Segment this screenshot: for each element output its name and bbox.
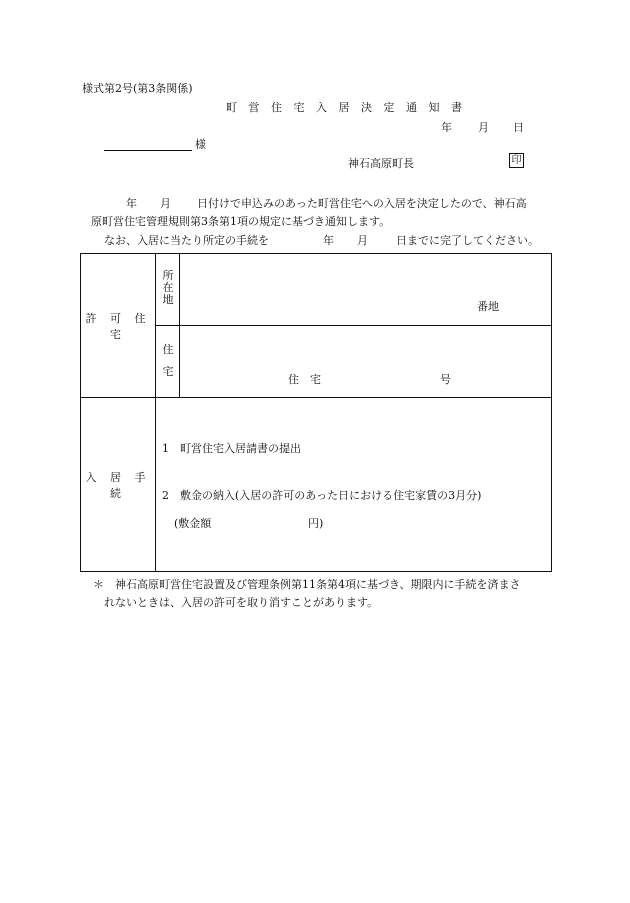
procedure-header: 入 居 手 続 — [81, 398, 156, 572]
body-year: 年 — [126, 197, 137, 210]
housing-number-suffix: 号 — [440, 373, 451, 386]
date-day: 日 — [513, 121, 524, 134]
form-number: 様式第2号(第3条関係) — [82, 82, 193, 95]
location-label-1: 所 — [162, 269, 174, 282]
notice-table — [80, 253, 552, 572]
body-line2: 原町営住宅管理規則第3条第1項の規定に基づき通知します。 — [91, 215, 391, 228]
body-line3-year: 年 — [323, 234, 334, 247]
permit-housing-header: 許 可 住 宅 — [81, 254, 156, 398]
body-line1: 日付けで申込みのあった町営住宅への入居を決定したので、神石高 — [197, 197, 527, 210]
location-label-cell — [156, 254, 180, 326]
deposit-unit: 円) — [308, 517, 324, 530]
document-title: 町 営 住 宅 入 居 決 定 通 知 書 — [226, 101, 466, 114]
housing-label-2: 宅 — [162, 365, 174, 378]
housing-label-1: 住 — [162, 343, 174, 356]
procedure-cell — [156, 398, 552, 572]
addressee-suffix: 様 — [195, 138, 206, 151]
location-label-3: 地 — [162, 293, 174, 306]
body-line3-tail: 日までに完了してください。 — [396, 234, 539, 247]
date-year: 年 — [441, 121, 452, 134]
issuer-name: 神石高原町長 — [348, 157, 414, 170]
body-line3-month: 月 — [357, 234, 368, 247]
footnote-line1: ＊ 神石高原町営住宅設置及び管理条例第11条第4項に基づき、期限内に手続を済まさ — [93, 578, 521, 591]
housing-label-cell — [156, 326, 180, 398]
housing-value-cell — [180, 326, 552, 398]
body-line3-head: なお、入居に当たり所定の手続を — [104, 234, 269, 247]
housing-word: 住 宅 — [288, 373, 321, 386]
location-suffix: 番地 — [477, 300, 499, 313]
deposit-label: (敷金額 — [174, 517, 212, 530]
footnote-line2: れないときは、入居の許可を取り消すことがあります。 — [104, 596, 379, 609]
procedure-item-2: 2 敷金の納入(入居の許可のあった日における住宅家賃の3月分) — [162, 489, 482, 502]
body-month: 月 — [160, 197, 171, 210]
addressee-line — [104, 150, 192, 151]
procedure-item-1: 1 町営住宅入居請書の提出 — [162, 442, 301, 455]
location-value-cell — [180, 254, 552, 326]
location-label-2: 在 — [162, 281, 174, 294]
seal-mark: 印 — [509, 153, 524, 168]
date-month: 月 — [478, 121, 489, 134]
